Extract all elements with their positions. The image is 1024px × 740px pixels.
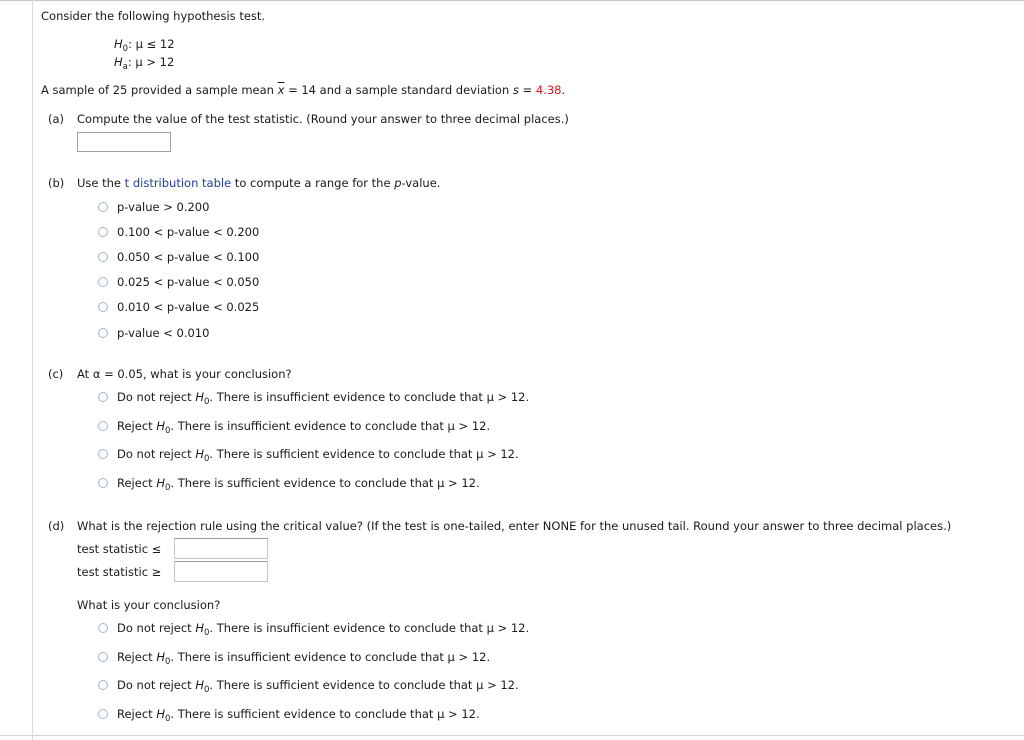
ha-subscript: a <box>122 62 128 72</box>
test-statistic-input[interactable] <box>77 132 171 152</box>
pvalue-option-radio-4[interactable] <box>98 277 108 287</box>
part-d-label: (d) <box>48 519 65 533</box>
conclusion-c-radio-2[interactable] <box>98 421 108 431</box>
part-b-label: (b) <box>48 176 65 190</box>
rule-ge-label: test statistic ≥ <box>77 565 162 579</box>
part-a-prompt: Compute the value of the test statistic. (Round your answer to three decimal places.) <box>77 112 569 126</box>
h-symbol: H <box>114 37 123 51</box>
conclusion-d-option-2: Reject $H_0$. There is insufficient evidence to conclude that μ > 12. <box>117 650 491 667</box>
rule-le-label: test statistic ≤ <box>77 542 162 556</box>
conclusion-c-option-2: Reject $H_0$. There is insufficient evidence to conclude that μ > 12. <box>117 419 491 436</box>
conclusion-c-option-3: Do not reject $H_0$. There is sufficient evidence to conclude that μ > 12. <box>117 447 519 464</box>
pvalue-option-1: p-value > 0.200 <box>117 200 210 214</box>
s-symbol: s <box>512 83 519 97</box>
part-a-label: (a) <box>48 112 65 126</box>
sample-description: A sample of 25 provided a sample mean $\overline{x} = 14$ and a sample standard deviation s = 4.38. <box>41 83 566 97</box>
pvalue-option-radio-5[interactable] <box>98 302 108 312</box>
part-d-conclusion-prompt: What is your conclusion? <box>77 598 221 612</box>
conclusion-d-radio-1[interactable] <box>98 623 108 633</box>
conclusion-c-option-4: Reject $H_0$. There is sufficient evidence to conclude that μ > 12. <box>117 476 480 493</box>
xbar-symbol: $\overline{x}$ <box>277 83 285 97</box>
part-b-prompt: Use the t distribution table to compute a range for the p-value. <box>77 176 441 190</box>
rule-ge-input[interactable] <box>174 561 268 582</box>
top-border <box>0 0 1024 1</box>
part-c-label: (c) <box>48 367 64 381</box>
h0-statement: : μ ≤ 12 <box>128 37 175 51</box>
conclusion-d-radio-3[interactable] <box>98 680 108 690</box>
part-c-prompt: At α = 0.05, what is your conclusion? <box>77 367 292 381</box>
pvalue-option-radio-2[interactable] <box>98 227 108 237</box>
alternative-hypothesis <box>114 55 175 72</box>
pvalue-option-5: 0.010 < p-value < 0.025 <box>117 300 260 314</box>
pvalue-option-4: 0.025 < p-value < 0.050 <box>117 275 260 289</box>
rule-le-input[interactable] <box>174 538 268 559</box>
conclusion-c-radio-4[interactable] <box>98 478 108 488</box>
pvalue-option-radio-6[interactable] <box>98 328 108 338</box>
null-hypothesis <box>114 37 175 54</box>
conclusion-d-radio-4[interactable] <box>98 709 108 719</box>
conclusion-d-radio-2[interactable] <box>98 652 108 662</box>
h-symbol: H <box>114 55 123 69</box>
ha-statement: : μ > 12 <box>127 55 175 69</box>
pvalue-option-2: 0.100 < p-value < 0.200 <box>117 225 260 239</box>
part-d-prompt: What is the rejection rule using the critical value? (If the test is one-tailed, enter NONE for the unused tail. Round your answer to three decimal places.) <box>77 519 952 533</box>
bottom-border <box>0 735 1024 736</box>
intro-text: Consider the following hypothesis test. <box>41 9 266 23</box>
s-value: 4.38 <box>535 83 562 97</box>
pvalue-option-radio-1[interactable] <box>98 202 108 212</box>
conclusion-c-radio-1[interactable] <box>98 392 108 402</box>
conclusion-d-option-4: Reject $H_0$. There is sufficient evidence to conclude that μ > 12. <box>117 707 480 724</box>
conclusion-c-option-1: Do not reject $H_0$. There is insufficient evidence to conclude that μ > 12. <box>117 390 530 407</box>
left-border <box>32 0 33 740</box>
pvalue-option-radio-3[interactable] <box>98 252 108 262</box>
conclusion-d-option-3: Do not reject $H_0$. There is sufficient evidence to conclude that μ > 12. <box>117 678 519 695</box>
pvalue-option-3: 0.050 < p-value < 0.100 <box>117 250 260 264</box>
pvalue-option-6: p-value < 0.010 <box>117 326 210 340</box>
conclusion-d-option-1: Do not reject $H_0$. There is insufficient evidence to conclude that μ > 12. <box>117 621 530 638</box>
h0-subscript: 0 <box>122 44 129 54</box>
conclusion-c-radio-3[interactable] <box>98 449 108 459</box>
t-distribution-table-link[interactable]: t distribution table <box>124 176 232 190</box>
